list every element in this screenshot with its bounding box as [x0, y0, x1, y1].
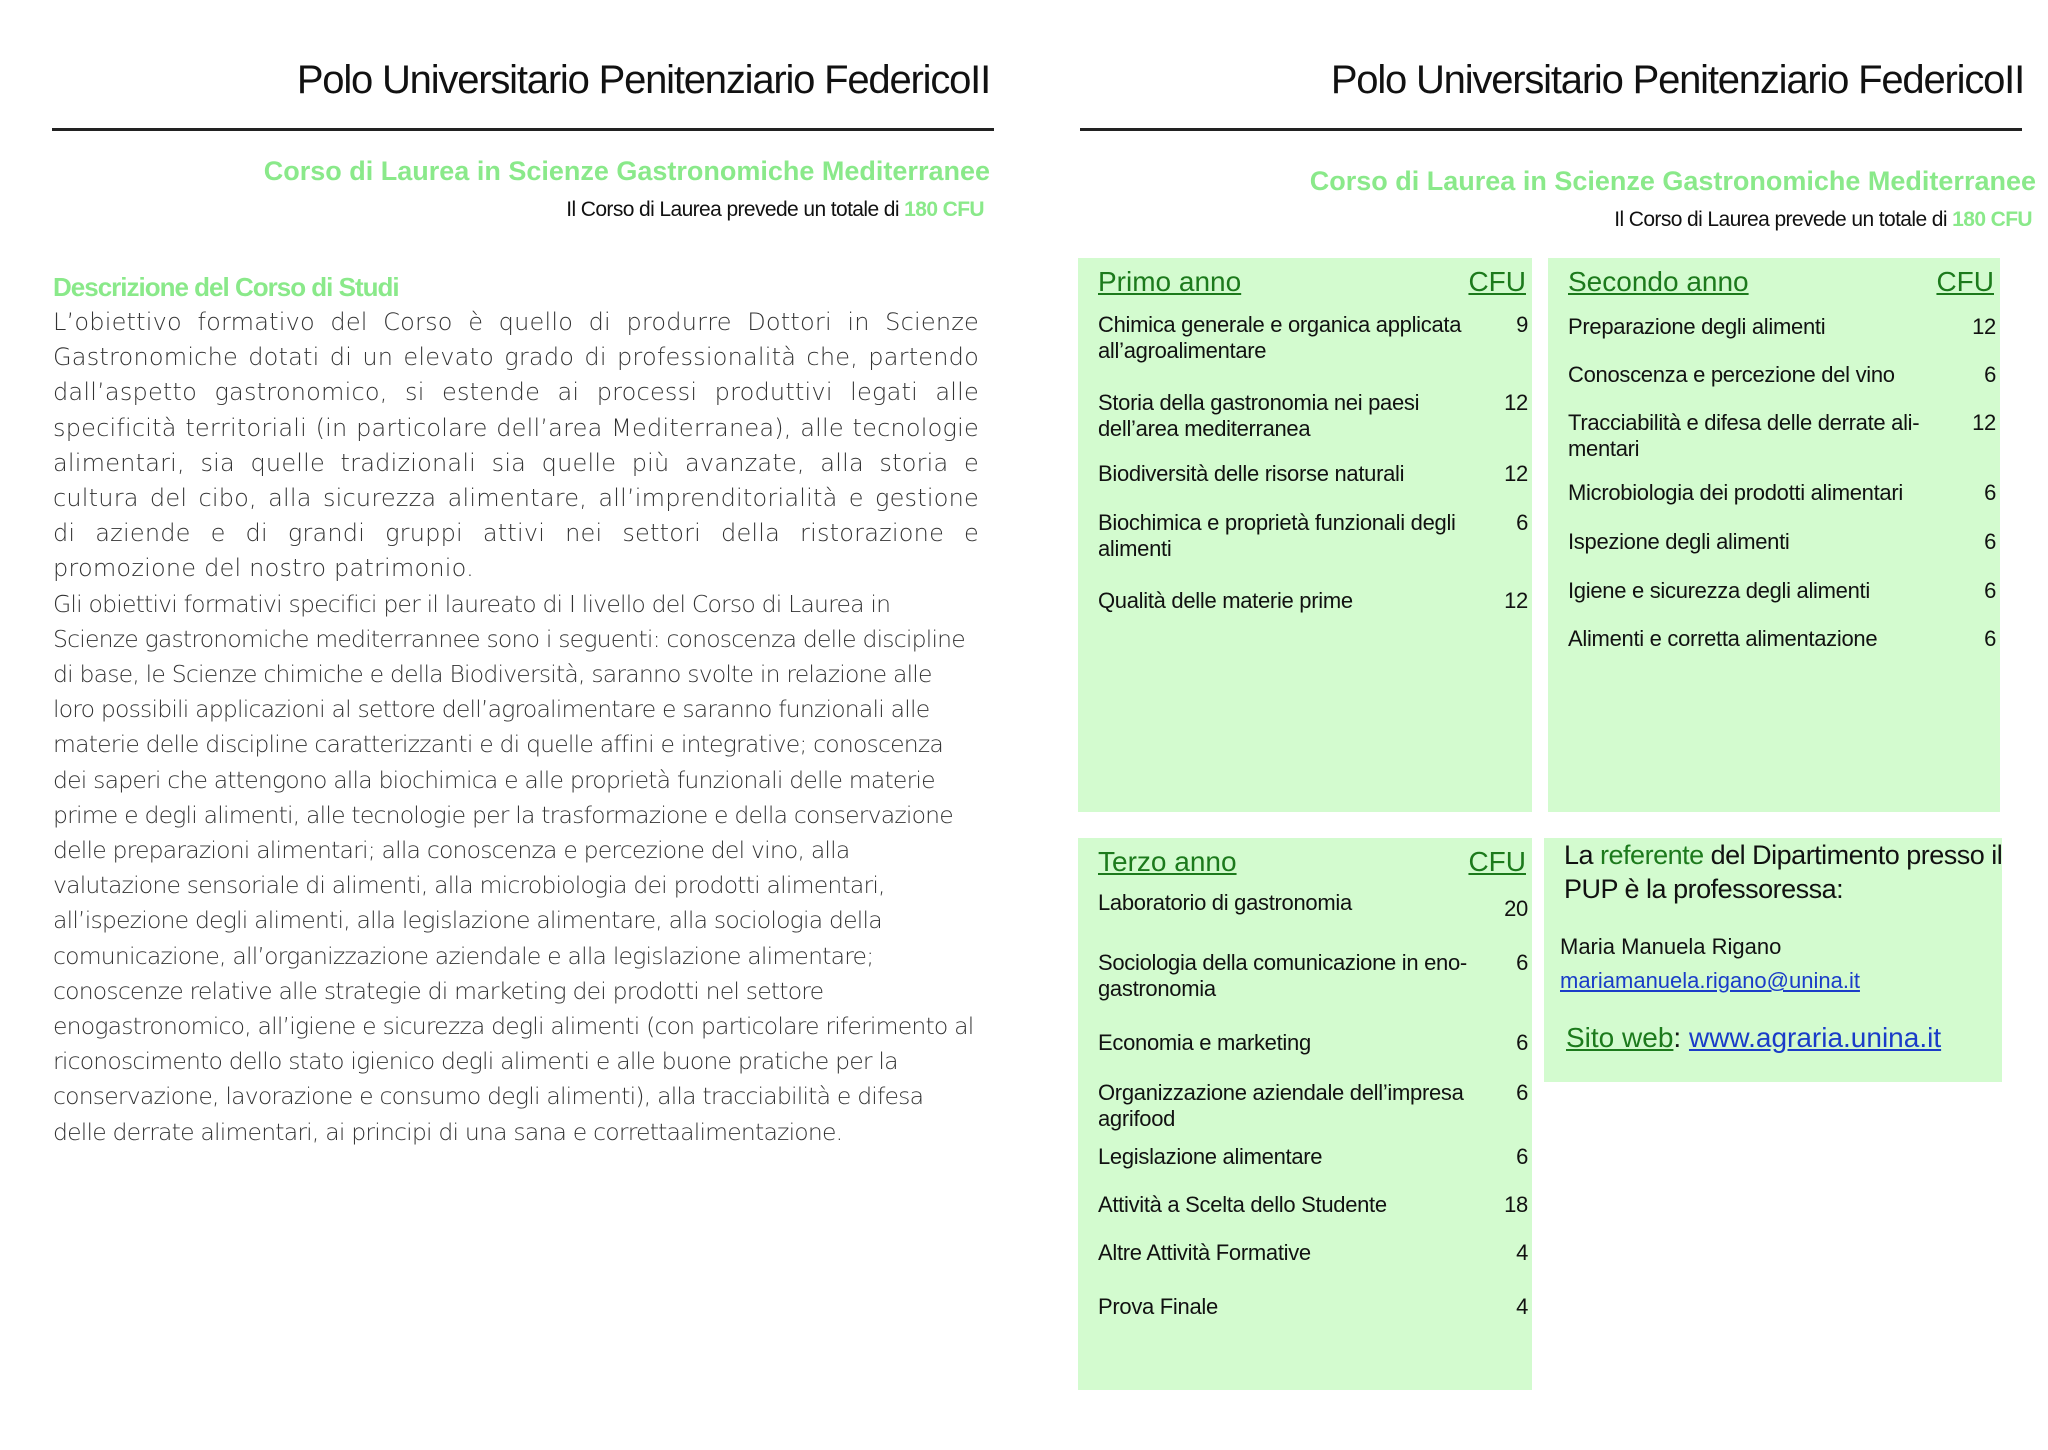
course-total-prefix: Il Corso di Laurea prevede un totale di [1614, 208, 1953, 231]
header-title: Polo Universitario Penitenziario FedericoII [296, 58, 990, 102]
description-heading: Descrizione del Corso di Studi [53, 272, 399, 302]
course-row: Organizzazione aziendale dell’impresa agrifood 6 [1098, 1080, 1528, 1131]
course-title: Corso di Laurea in Scienze Gastronomiche Mediterranee [1309, 166, 2036, 196]
course-row: Chimica generale e organica applicata all’agroalimentare 9 [1098, 312, 1528, 363]
course-title: Corso di Laurea in Scienze Gastronomiche Mediterranee [263, 156, 990, 186]
first-year-header [1098, 266, 1526, 302]
description-paragraph: L’obiettivo formativo del Corso è quello di produrre Dottori in Scienze Gastronomiche dotati di un elevato grado di professionalità che, partendo dall’aspetto gastronomico, si estende ai processi produttivi legati alle specificità territoriali (in particolare dell’area Mediterranea), alle tecnologie alimentari, sia quelle tradizionali sia quelle più avanzate, alla storia e cultura del cibo, alla sicurezza alimentare, all’imprenditorialità e gestione di aziende e di grandi gruppi attivi nei settori della ristorazione e promozione del nostro patrimonio. [53, 308, 979, 583]
course-row: Alimenti e corretta alimentazione 6 [1568, 626, 1996, 651]
contact-box [1544, 838, 2002, 1082]
header-rule [1080, 128, 2022, 131]
course-row: Altre Attività Formative 4 [1098, 1240, 1528, 1265]
course-row: Sociologia della comunicazione in eno- gastronomia 6 [1098, 950, 1528, 1001]
course-total-cfu: 180 CFU [1952, 208, 2032, 231]
course-row: Biochimica e proprietà funzionali degli alimenti 6 [1098, 510, 1528, 561]
first-year-title: Primo anno [1098, 266, 1242, 297]
header-title: Polo Universitario Penitenziario FedericoII [1330, 58, 2024, 102]
course-total [566, 198, 984, 222]
third-year-box [1078, 838, 1532, 1390]
second-year-box [1548, 258, 2000, 812]
second-year-header [1568, 266, 1994, 302]
website-label: Sito web [1566, 1022, 1674, 1053]
website: Sito web: www.agraria.unina.it [1566, 1022, 1942, 1053]
course-row: Preparazione degli alimenti 12 [1568, 314, 1996, 339]
third-year-title: Terzo anno [1098, 846, 1237, 877]
header-rule [52, 128, 994, 131]
course-total-cfu: 180 CFU [904, 198, 984, 221]
first-year-box [1078, 258, 1532, 812]
course-row: Qualità delle materie prime 12 [1098, 588, 1528, 613]
cfu-column-header: CFU [1468, 846, 1526, 877]
course-row: Biodiversità delle risorse naturali 12 [1098, 461, 1528, 486]
course-row: Legislazione alimentare 6 [1098, 1144, 1528, 1169]
course-row: Attività a Scelta dello Studente 18 [1098, 1192, 1528, 1217]
course-row: Ispezione degli alimenti 6 [1568, 529, 1996, 554]
course-row: Igiene e sicurezza degli alimenti 6 [1568, 578, 1996, 603]
third-year-header [1098, 846, 1526, 882]
course-row: Microbiologia dei prodotti alimentari 6 [1568, 480, 1996, 505]
course-row: Conoscenza e percezione del vino 6 [1568, 362, 1996, 387]
course-row: Prova Finale 4 [1098, 1294, 1528, 1319]
referente-highlight: referente [1600, 840, 1704, 870]
description-paragraph: Gli obiettivi formativi specifici per il laureato di I livello del Corso di Laurea in Scienze gastronomiche mediterrannee sono i seguenti: conoscenza delle discipline di base, le Scienze chimiche e della Biodiversità, saranno svolte in relazione alle loro possibili applicazioni al settore dell’agroalimentare e saranno funzionali alle materie delle discipline caratterizzanti e di quelle affini e integrative; conoscenza dei saperi che attengono alla biochimica e alle proprietà funzionali delle materie prime e degli alimenti, alle tecnologie per la trasformazione e della conservazione delle preparazioni alimentari; alla conoscenza e percezione del vino, alla valutazione sensoriale di alimenti, alla microbiologia dei prodotti alimentari, all’ispezione degli alimenti, alla legislazione alimentare, alla sociologia della comunicazione, all’organizzazione aziendale e alla legislazione alimentare; conoscenze relative alle strategie di marketing dei prodotti nel settore enogastronomico, all’igiene e sicurezza degli alimenti (con particolare riferimento al riconoscimento dello stato igienico degli alimenti e alle buone pratiche per la conservazione, lavorazione e consumo degli alimenti), alla tracciabilità e difesa delle derrate alimentari, ai principi di una sana e correttaalimentazione. [53, 589, 974, 1146]
cfu-column-header: CFU [1468, 266, 1526, 297]
course-row: Storia della gastronomia nei paesi dell’area mediterranea 12 [1098, 390, 1528, 441]
cfu-column-header: CFU [1936, 266, 1994, 297]
course-total-prefix: Il Corso di Laurea prevede un totale di [566, 198, 905, 221]
right-page [1024, 0, 2048, 1450]
course-row: Laboratorio di gastronomia 20 [1098, 890, 1528, 921]
course-row: Economia e marketing 6 [1098, 1030, 1528, 1055]
contact-intro: La referente del Dipartimento presso il PUP è la professoressa: [1564, 840, 2003, 904]
website-link[interactable]: www.agraria.unina.it [1688, 1022, 1942, 1053]
second-year-title: Secondo anno [1568, 266, 1749, 297]
description-body [53, 305, 979, 1150]
course-row: Tracciabilità e difesa delle derrate ali- mentari 12 [1568, 410, 1996, 461]
contact-name: Maria Manuela Rigano [1560, 934, 1782, 959]
contact-email-link[interactable]: mariamanuela.rigano@unina.it [1560, 968, 1860, 993]
course-total [1614, 208, 2032, 232]
